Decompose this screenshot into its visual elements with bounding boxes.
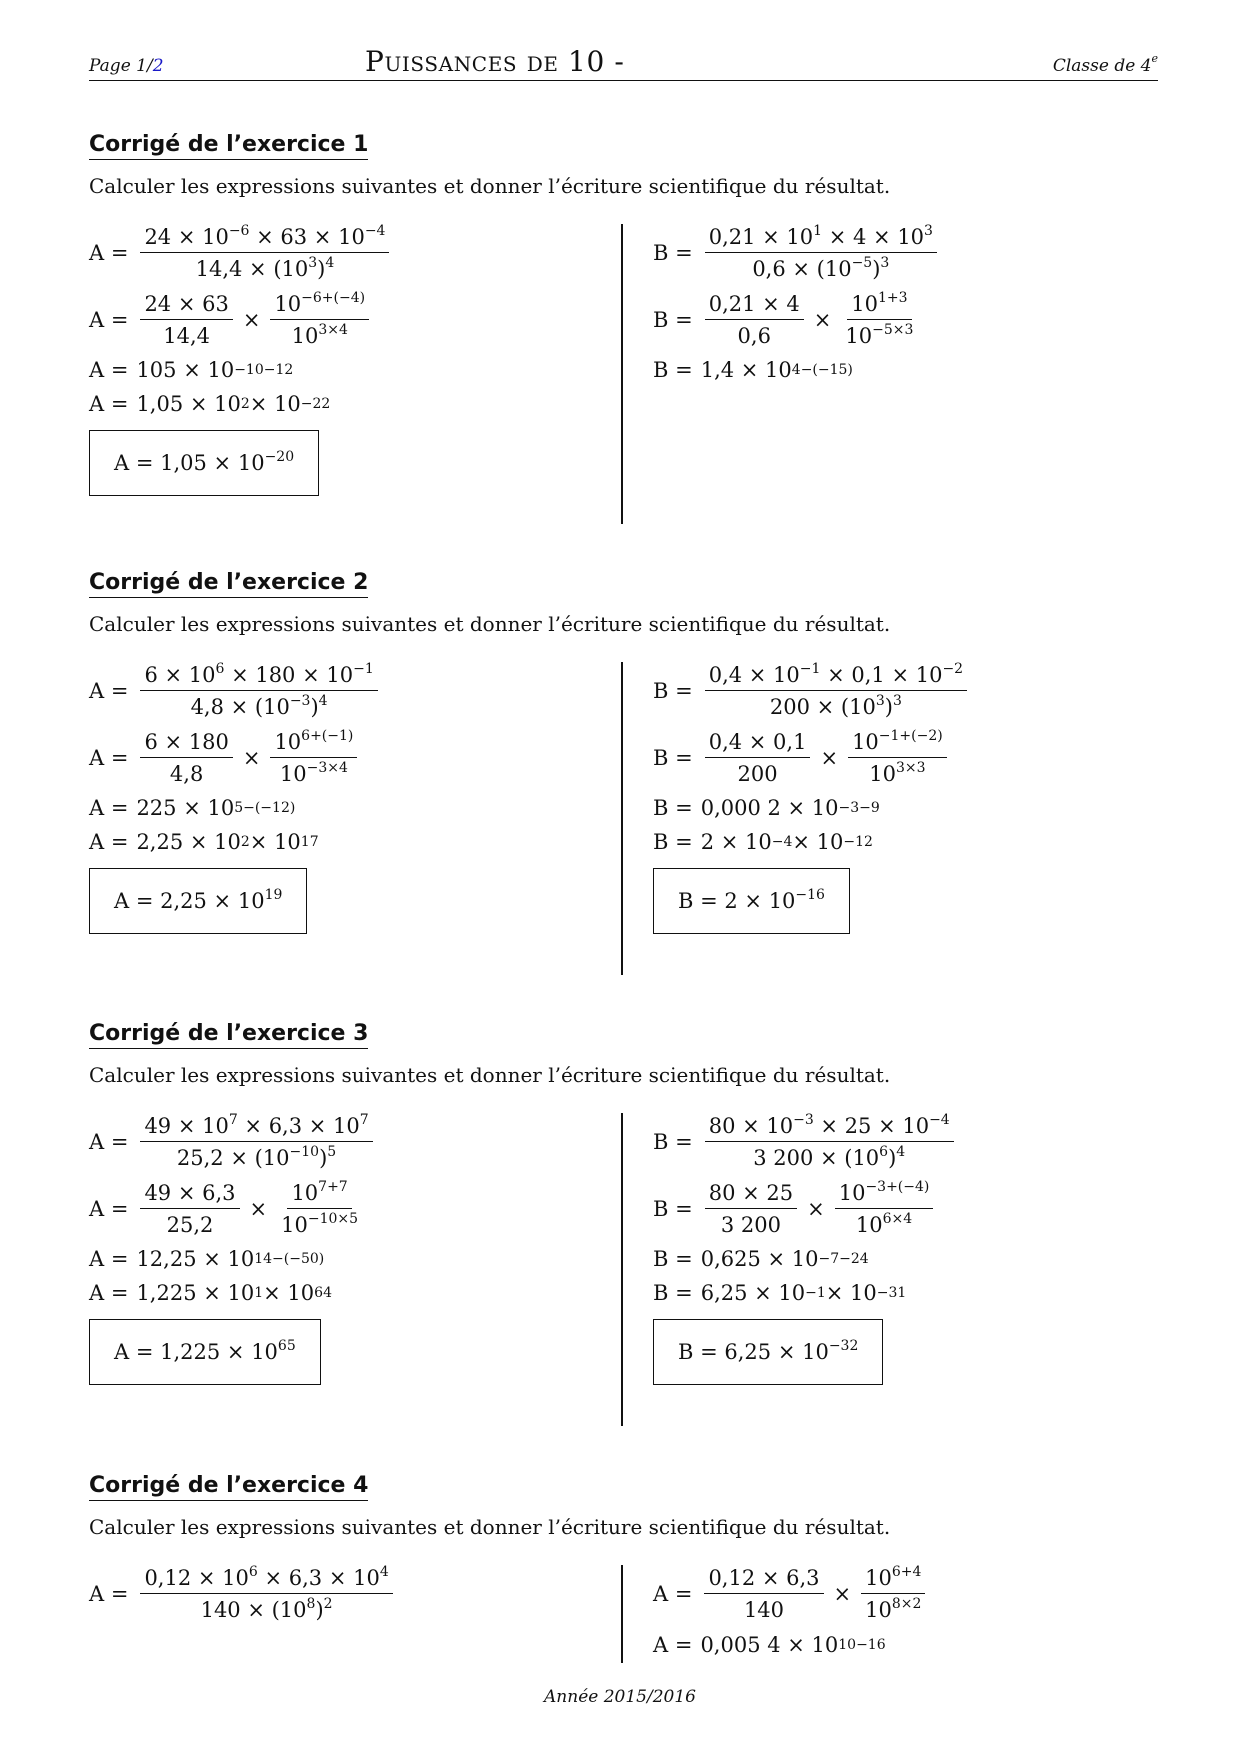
- column-divider: [621, 1565, 623, 1663]
- exercise-title: Corrigé de l’exercice 1: [89, 132, 368, 160]
- exercise-1: [89, 132, 1158, 475]
- column-divider: [621, 662, 623, 975]
- calc-B: B = $\frac{80 \times 10^{-3} \times 25 \times 10^{-4}}{3 200 \times (10^6)^4}$ B = $\frac{80 \times 25}{3 200}$ × $\frac{10^{-3+(-4)}}{10^{6\times 4}}$ B = 0,625 × 10 −7−24 B = 6,25 × 10 −1 × 10 −31 $B = 6,25 \times 10^{-32}$: [653, 1113, 958, 1385]
- final-answer-box: $A = 2,25 \times 10^{19}$: [89, 868, 307, 934]
- instruction: Calculer les expressions suivantes et donner l’écriture scientifique du résultat.: [89, 612, 891, 636]
- instruction: Calculer les expressions suivantes et donner l’écriture scientifique du résultat.: [89, 1515, 891, 1539]
- calc-A: A = $\frac{24 \times 10^{-6} \times 63 \times 10^{-4}}{14,4 \times (10^3)^4}$ A = $\frac{24 \times 63}{14,4}$ × $\frac{10^{-6+(-4)}}{10^{3\times 4}}$ A = 105 × 10 −10−12 A = 1,05 × 10 2 × 10 −22 $A = 1,05 \times 10^{-20}$: [89, 224, 393, 496]
- final-answer-box: $A = 1,225 \times 10^{65}$: [89, 1319, 321, 1385]
- column-divider: [621, 1113, 623, 1426]
- column-divider: [621, 224, 623, 524]
- final-answer-box: $B = 6,25 \times 10^{-32}$: [653, 1319, 883, 1385]
- calc-A-continued: A = $\frac{0,12 \times 6,3}{140}$ × $\frac{10^{6+4}}{10^{8\times 2}}$ A = 0,005 4 × 10 10−16: [653, 1565, 929, 1666]
- exercise-2: [89, 570, 1158, 913]
- exercise-title: Corrigé de l’exercice 2: [89, 570, 368, 598]
- instruction: Calculer les expressions suivantes et donner l’écriture scientifique du résultat.: [89, 1063, 891, 1087]
- calc-A: A = $\frac{49 \times 10^7 \times 6,3 \times 10^7}{25,2 \times (10^{-10})^5}$ A = $\frac{49 \times 6,3}{25,2}$ × $\frac{10^{7+7}}{10^{-10\times 5}}$ A = 12,25 × 10 14−(−50) A = 1,225 × 10 1 × 10 64 $A = 1,225 \times 10^{65}$: [89, 1113, 377, 1385]
- exercise-3: [89, 1021, 1158, 1364]
- final-answer-box: $B = 2 \times 10^{-16}$: [653, 868, 850, 934]
- page-total-link[interactable]: 2: [152, 56, 164, 76]
- page-number: Page 1/2: [89, 56, 164, 76]
- calc-A: A = $\frac{0,12 \times 10^6 \times 6,3 \times 10^4}{140 \times (10^8)^2}$: [89, 1565, 397, 1632]
- calc-A: A = $\frac{6 \times 10^6 \times 180 \times 10^{-1}}{4,8 \times (10^{-3})^4}$ A = $\frac{6 \times 180}{4,8}$ × $\frac{10^{6+(-1)}}{10^{-3\times 4}}$ A = 225 × 10 5−(−12) A = 2,25 × 10 2 × 10 17 $A = 2,25 \times 10^{19}$: [89, 662, 382, 934]
- instruction: Calculer les expressions suivantes et donner l’écriture scientifique du résultat.: [89, 174, 891, 198]
- exercise-title: Corrigé de l’exercice 3: [89, 1021, 368, 1049]
- page-header: [89, 42, 1158, 81]
- class-label: Classe de 4e: [1052, 52, 1158, 76]
- document-title: Puissances de 10 -: [365, 45, 625, 78]
- calc-B: B = $\frac{0,4 \times 10^{-1} \times 0,1 \times 10^{-2}}{200 \times (10^3)^3}$ B = $\frac{0,4 \times 0,1}{200}$ × $\frac{10^{-1+(-2)}}{10^{3\times 3}}$ B = 0,000 2 × 10 −3−9 B = 2 × 10 −4 × 10 −12 $B = 2 \times 10^{-16}$: [653, 662, 971, 934]
- final-answer-box: $A = 1,05 \times 10^{-20}$: [89, 430, 319, 496]
- exercise-title: Corrigé de l’exercice 4: [89, 1473, 368, 1501]
- exercise-4: [89, 1473, 1158, 1657]
- page-footer: Année 2015/2016: [544, 1687, 696, 1707]
- calc-B: B = $\frac{0,21 \times 10^1 \times 4 \times 10^3}{0,6 \times (10^{-5})^3}$ B = $\frac{0,21 \times 4}{0,6}$ × $\frac{10^{1+3}}{10^{-5\times 3}}$ B = 1,4 × 10 4−(−15): [653, 224, 941, 391]
